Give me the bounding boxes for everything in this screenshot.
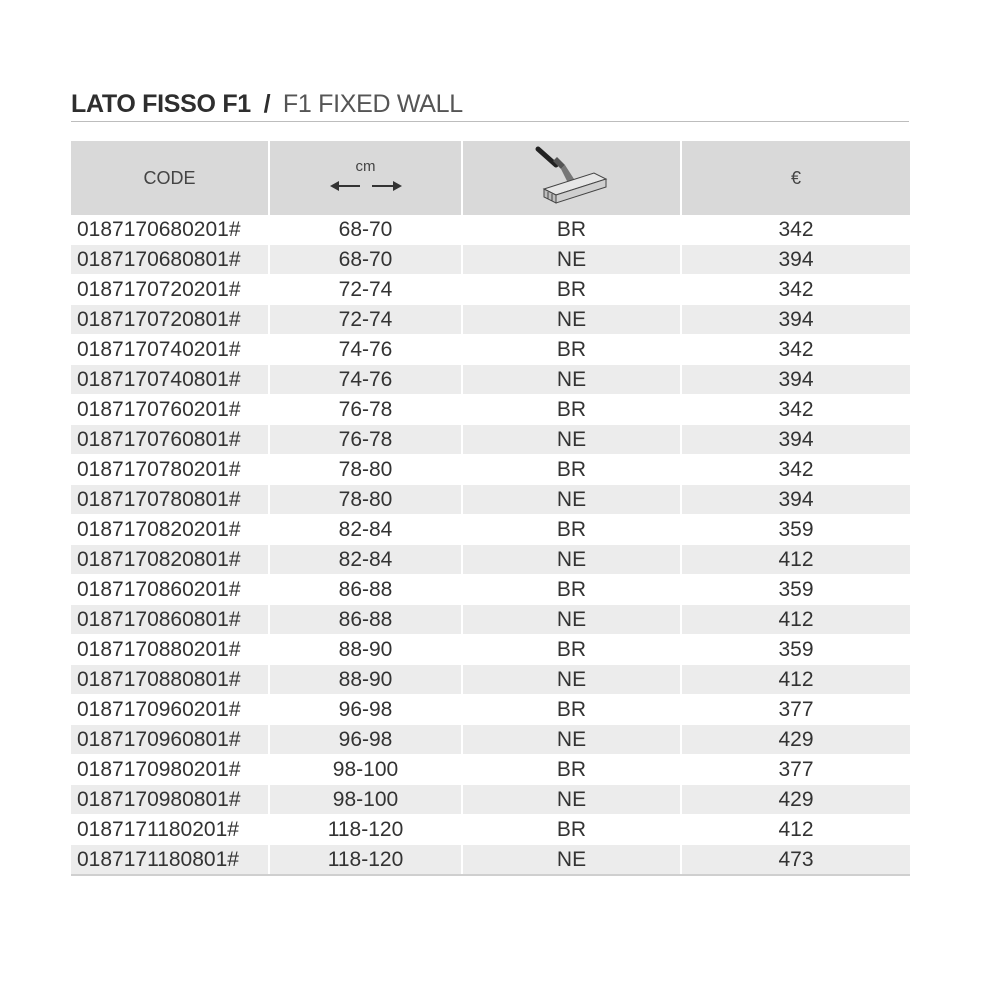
price-cell: 412 <box>681 815 910 845</box>
finish-cell: NE <box>462 665 681 695</box>
code-cell: 0187171180201# <box>71 815 269 845</box>
table-row <box>71 815 910 845</box>
finish-cell: NE <box>462 845 681 876</box>
code-cell: 0187170740801# <box>71 365 269 395</box>
title-english: F1 FIXED WALL <box>282 90 463 118</box>
size-cell: 78-80 <box>269 485 462 515</box>
size-cell: 72-74 <box>269 305 462 335</box>
table-row <box>71 215 910 245</box>
table-row <box>71 545 910 575</box>
code-cell: 0187170880201# <box>71 635 269 665</box>
code-cell: 0187170720801# <box>71 305 269 335</box>
price-cell: 342 <box>681 215 910 245</box>
price-table <box>71 141 910 876</box>
finish-cell: BR <box>462 455 681 485</box>
price-cell: 394 <box>681 305 910 335</box>
size-cell: 74-76 <box>269 335 462 365</box>
table-row <box>71 785 910 815</box>
finish-cell: BR <box>462 695 681 725</box>
finish-cell: BR <box>462 815 681 845</box>
table-row <box>71 845 910 876</box>
price-cell: 377 <box>681 755 910 785</box>
price-cell: 394 <box>681 245 910 275</box>
size-cell: 118-120 <box>269 815 462 845</box>
code-cell: 0187170860201# <box>71 575 269 605</box>
header-size-unit: cm <box>355 157 376 175</box>
price-cell: 473 <box>681 845 910 876</box>
size-cell: 88-90 <box>269 665 462 695</box>
table-row <box>71 305 910 335</box>
code-cell: 0187171180801# <box>71 845 269 876</box>
size-cell: 98-100 <box>269 755 462 785</box>
size-cell: 88-90 <box>269 635 462 665</box>
code-cell: 0187170680201# <box>71 215 269 245</box>
finish-cell: NE <box>462 605 681 635</box>
finish-cell: NE <box>462 485 681 515</box>
paint-brush-profile-icon <box>534 145 610 207</box>
code-cell: 0187170980801# <box>71 785 269 815</box>
finish-cell: NE <box>462 245 681 275</box>
table-row <box>71 455 910 485</box>
code-cell: 0187170980201# <box>71 755 269 785</box>
finish-cell: BR <box>462 575 681 605</box>
code-cell: 0187170760201# <box>71 395 269 425</box>
finish-cell: BR <box>462 635 681 665</box>
price-cell: 342 <box>681 455 910 485</box>
code-cell: 0187170880801# <box>71 665 269 695</box>
finish-cell: NE <box>462 305 681 335</box>
table-row <box>71 275 910 305</box>
code-cell: 0187170760801# <box>71 425 269 455</box>
price-cell: 342 <box>681 335 910 365</box>
table-row <box>71 395 910 425</box>
finish-cell: NE <box>462 425 681 455</box>
size-cell: 72-74 <box>269 275 462 305</box>
page-title <box>71 90 463 119</box>
price-cell: 359 <box>681 635 910 665</box>
table-row <box>71 245 910 275</box>
finish-cell: BR <box>462 215 681 245</box>
table-row <box>71 665 910 695</box>
size-cell: 76-78 <box>269 425 462 455</box>
size-cell: 86-88 <box>269 575 462 605</box>
finish-cell: BR <box>462 755 681 785</box>
code-cell: 0187170740201# <box>71 335 269 365</box>
table-row <box>71 365 910 395</box>
price-cell: 412 <box>681 605 910 635</box>
code-cell: 0187170960201# <box>71 695 269 725</box>
finish-cell: BR <box>462 515 681 545</box>
table-row <box>71 485 910 515</box>
price-cell: 342 <box>681 395 910 425</box>
code-cell: 0187170960801# <box>71 725 269 755</box>
table-row <box>71 635 910 665</box>
finish-cell: NE <box>462 785 681 815</box>
table-header-row <box>71 141 910 215</box>
finish-cell: NE <box>462 545 681 575</box>
price-cell: 394 <box>681 425 910 455</box>
price-cell: 359 <box>681 575 910 605</box>
title-italian: LATO FISSO F1 <box>71 90 251 118</box>
size-cell: 74-76 <box>269 365 462 395</box>
code-cell: 0187170680801# <box>71 245 269 275</box>
size-cell: 118-120 <box>269 845 462 876</box>
size-cell: 82-84 <box>269 515 462 545</box>
price-cell: 359 <box>681 515 910 545</box>
title-separator: / <box>263 90 271 118</box>
size-cell: 78-80 <box>269 455 462 485</box>
finish-cell: BR <box>462 395 681 425</box>
code-cell: 0187170860801# <box>71 605 269 635</box>
finish-cell: BR <box>462 275 681 305</box>
table-row <box>71 515 910 545</box>
header-size <box>269 141 462 215</box>
table-row <box>71 725 910 755</box>
size-cell: 96-98 <box>269 695 462 725</box>
code-cell: 0187170820201# <box>71 515 269 545</box>
finish-cell: NE <box>462 725 681 755</box>
code-cell: 0187170820801# <box>71 545 269 575</box>
double-arrow-icon <box>330 179 402 193</box>
size-cell: 68-70 <box>269 245 462 275</box>
finish-cell: BR <box>462 335 681 365</box>
size-cell: 68-70 <box>269 215 462 245</box>
header-price: € <box>681 141 910 215</box>
code-cell: 0187170720201# <box>71 275 269 305</box>
table-row <box>71 755 910 785</box>
header-code: CODE <box>71 141 269 215</box>
price-cell: 412 <box>681 665 910 695</box>
table-row <box>71 575 910 605</box>
size-cell: 96-98 <box>269 725 462 755</box>
price-cell: 342 <box>681 275 910 305</box>
size-cell: 76-78 <box>269 395 462 425</box>
table-row <box>71 335 910 365</box>
table-row <box>71 425 910 455</box>
finish-cell: NE <box>462 365 681 395</box>
price-cell: 412 <box>681 545 910 575</box>
price-cell: 429 <box>681 785 910 815</box>
table-row <box>71 605 910 635</box>
price-cell: 394 <box>681 485 910 515</box>
size-cell: 86-88 <box>269 605 462 635</box>
header-finish <box>462 141 681 215</box>
size-cell: 98-100 <box>269 785 462 815</box>
price-cell: 377 <box>681 695 910 725</box>
code-cell: 0187170780801# <box>71 485 269 515</box>
code-cell: 0187170780201# <box>71 455 269 485</box>
size-cell: 82-84 <box>269 545 462 575</box>
price-cell: 394 <box>681 365 910 395</box>
price-cell: 429 <box>681 725 910 755</box>
title-divider <box>71 121 909 122</box>
table-row <box>71 695 910 725</box>
